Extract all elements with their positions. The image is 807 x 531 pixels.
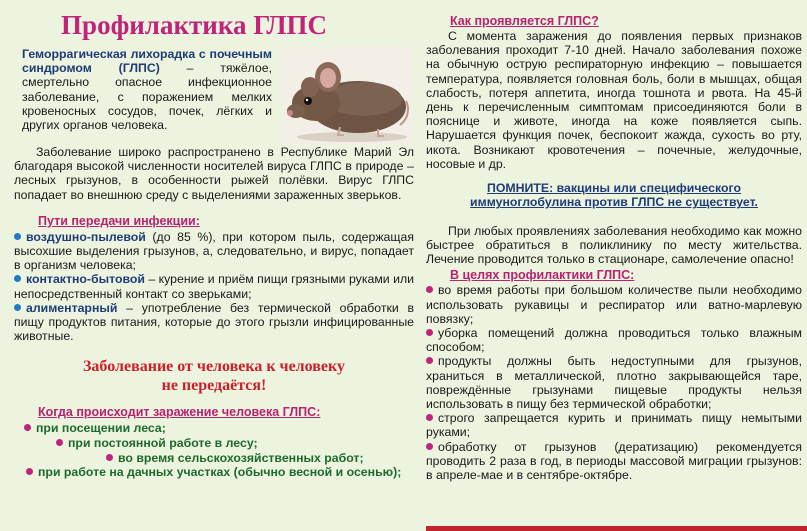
prevention-item bbox=[426, 283, 802, 326]
prevention-heading: В целях профилактики ГЛПС: bbox=[450, 268, 635, 283]
prevention-item-text: обработку от грызунов (дератизацию) рекомендуется проводить 2 раза в год, в периоды массовой миграции грызунов: в апреле-мае и в сентябре-октябре. bbox=[426, 439, 802, 483]
not-transmitted-line: Заболевание от человека к человеку bbox=[82, 358, 345, 376]
bullet-icon bbox=[106, 454, 113, 461]
remember-note bbox=[426, 181, 802, 210]
remember-line: ПОМНИТЕ: вакцины или специфического bbox=[487, 181, 741, 196]
not-transmitted-note bbox=[14, 357, 414, 395]
prevention-item-text: продукты должны быть недоступными для грызунов, храниться в металлической, плотно закрывающейся таре, повреждённые грызунами пищевые продукты нельзя использовать в пищу без термической обработки; bbox=[426, 354, 802, 412]
way-item bbox=[14, 230, 414, 273]
bullet-icon bbox=[14, 233, 21, 240]
bullet-icon bbox=[26, 468, 33, 475]
prevention-item-text: во время работы при большом количестве пыли необходимо использовать рукавицы и респиратор или ватно-марлевую повязку; bbox=[426, 283, 802, 326]
way-text: (до 85 %), при котором пыль, содержащая высохшие выделения грызунов, а, следовательно, и вирус, попадает в организм человека; bbox=[14, 229, 414, 273]
bullet-icon bbox=[426, 357, 433, 364]
when-item-text: при постоянной работе в лесу; bbox=[68, 436, 258, 451]
intro-text bbox=[22, 47, 272, 132]
bullet-icon bbox=[14, 275, 21, 282]
bullet-icon bbox=[426, 414, 433, 421]
spread-paragraph: Заболевание широко распространено в Республике Марий Эл благодаря высокой численности носителей вируса ГЛПС в природе – лесных грызунов, в особенности рыжей полёвки. Вирус ГЛПС попадает во внешнюю среду с выделениями зараженных зверьков. bbox=[14, 145, 414, 202]
when-item-text: при работе на дачных участках (обычно весной и осенью); bbox=[38, 465, 402, 480]
way-text: – употребление без термической обработки в пищу продуктов питания, которые до этого грызли инфицированные животные. bbox=[14, 300, 414, 344]
when-item-text: при посещении леса; bbox=[36, 421, 166, 436]
intro-term: Геморрагическая лихорадка с почечным синдромом (ГЛПС) bbox=[22, 47, 272, 76]
way-text: – курение и приём пищи грязными руками или непосредственный контакт со зверьками; bbox=[14, 272, 414, 301]
when-item-text: во время сельскохозяйственных работ; bbox=[118, 450, 364, 465]
intro-block bbox=[14, 47, 414, 145]
bullet-icon bbox=[56, 439, 63, 446]
bullet-icon bbox=[14, 304, 21, 311]
way-item bbox=[14, 272, 414, 300]
bullet-icon bbox=[24, 424, 31, 431]
left-column bbox=[14, 4, 414, 480]
intro-description: – тяжёлое, смертельно опасное инфекционное заболевание, с поражением мелких кровеносных сосудов, почек, лёгких и других органов человека. bbox=[22, 61, 273, 133]
prevention-item bbox=[426, 354, 802, 411]
bullet-icon bbox=[426, 286, 433, 293]
prevention-item-text: строго запрещается курить и принимать пищу немытыми руками; bbox=[426, 411, 802, 440]
prevention-item bbox=[426, 326, 802, 354]
way-term: воздушно-пылевой bbox=[26, 229, 146, 244]
way-term: контактно-бытовой bbox=[26, 272, 145, 287]
prevention-item-text: уборка помещений должна проводиться только влажным способом; bbox=[426, 326, 802, 355]
prevention-item bbox=[426, 411, 802, 439]
ways-heading: Пути передачи инфекции: bbox=[38, 213, 200, 228]
when-item bbox=[14, 421, 414, 436]
bullet-icon bbox=[426, 329, 433, 336]
bullet-icon bbox=[426, 443, 433, 450]
advice-paragraph: При любых проявлениях заболевания необходимо как можно быстрее обратиться в поликлинику по месту жительства. Лечение проводится только в стационаре, самолечение опасно! bbox=[426, 223, 802, 267]
bottom-accent-bar bbox=[426, 526, 807, 531]
symptoms-heading: Как проявляется ГЛПС? bbox=[450, 14, 599, 28]
way-item bbox=[14, 301, 414, 344]
when-item bbox=[14, 451, 414, 466]
prevention-item bbox=[426, 440, 802, 483]
symptoms-paragraph: С момента заражения до появления первых признаков заболевания проходит 7-10 дней. Начало заболевания похоже на обычную острую респираторную инфекцию – повышается температура, появляется головная боль, боли в мышцах, общая слабость, потеря аппетита, иногда тошнота и рвота. На 45-й день к перечисленным симптомам присоединяются боли в пояснице и животе, иногда на коже появляется сыпь. Нарушается функция почек, беспокоит жажда, сухость во рту, икота. Возникают кровотечения – почечные, желудочные, носовые и др. bbox=[426, 29, 802, 171]
not-transmitted-line: не передаётся! bbox=[161, 377, 267, 395]
right-column bbox=[426, 4, 802, 482]
when-item bbox=[14, 436, 414, 451]
mouse-photo bbox=[282, 47, 412, 145]
way-term: алиментарный bbox=[26, 300, 118, 315]
page-title: Профилактика ГЛПС bbox=[61, 10, 327, 40]
when-item bbox=[14, 465, 414, 480]
when-heading: Когда происходит заражение человека ГЛПС: bbox=[38, 405, 321, 420]
remember-line: иммуноглобулина против ГЛПС не существует. bbox=[470, 195, 758, 210]
